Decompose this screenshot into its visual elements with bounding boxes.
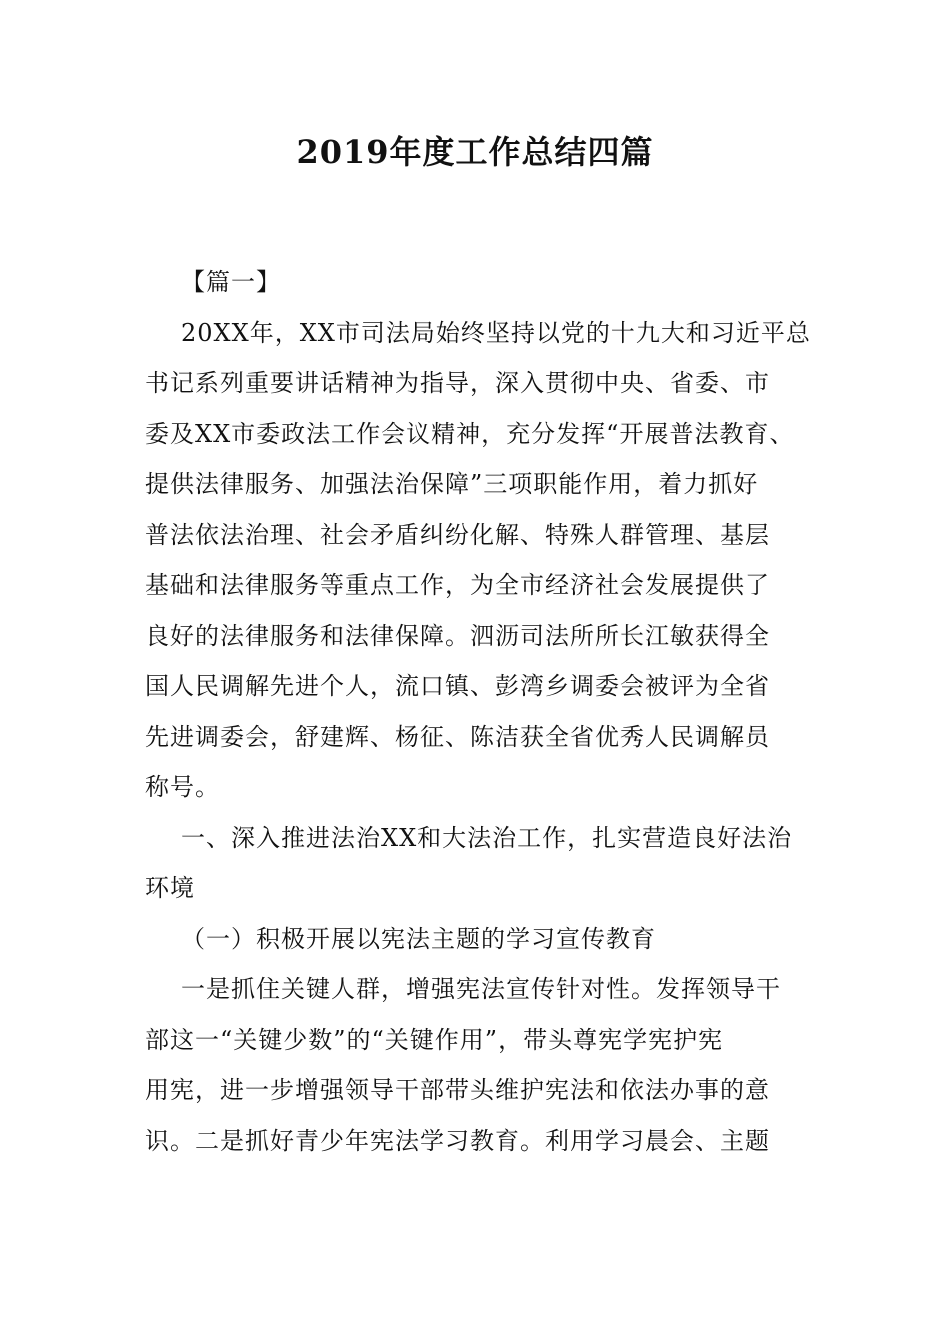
paragraph-line: 委及XX市委政法工作会议精神，充分发挥“开展普法教育、: [145, 419, 795, 448]
section-heading-1: [145, 813, 815, 914]
paragraph-line: 提供法律服务、加强法治保障”三项职能作用，着力抓好: [145, 470, 759, 498]
paragraph-line: 20XX年，XX市司法局始终坚持以党的十九大和习近平总: [181, 318, 811, 347]
paragraph-line: 一是抓住关键人群，增强宪法宣传针对性。发挥领导干: [181, 975, 781, 1003]
subheading-1: （一）积极开展以宪法主题的学习宣传教育: [181, 924, 656, 953]
paragraph-line: 基础和法律服务等重点工作，为全市经济社会发展提供了: [145, 571, 770, 599]
section-label: 【篇一】: [181, 268, 281, 296]
paragraph-line: 先进调委会，舒建辉、杨征、陈洁获全省优秀人民调解员: [145, 722, 770, 751]
paragraph-line: 国人民调解先进个人，流口镇、彭湾乡调委会被评为全省: [145, 672, 770, 700]
paragraph-line: 普法依法治理、社会矛盾纠纷化解、特殊人群管理、基层: [145, 520, 770, 549]
paragraph-line: 识。二是抓好青少年宪法学习教育。利用学习晨会、主题: [145, 1126, 770, 1155]
heading-line: 环境: [145, 874, 195, 902]
heading-line: 一、深入推进法治XX和大法治工作，扎实营造良好法治: [181, 823, 793, 852]
document-title: 2019年度工作总结四篇: [296, 133, 654, 171]
paragraph-line: 称号。: [145, 773, 220, 801]
paragraph-line: 书记系列重要讲话精神为指导，深入贯彻中央、省委、市: [145, 369, 770, 397]
document-body: [145, 257, 815, 1166]
paragraph-intro: [145, 308, 815, 813]
paragraph-line: 良好的法律服务和法律保障。泗沥司法所所长江敏获得全: [145, 621, 770, 650]
paragraph-body: [145, 964, 815, 1166]
paragraph-line: 部这一“关键少数”的“关键作用”，带头尊宪学宪护宪: [145, 1025, 724, 1054]
paragraph-line: 用宪，进一步增强领导干部带头维护宪法和依法办事的意: [145, 1076, 770, 1104]
